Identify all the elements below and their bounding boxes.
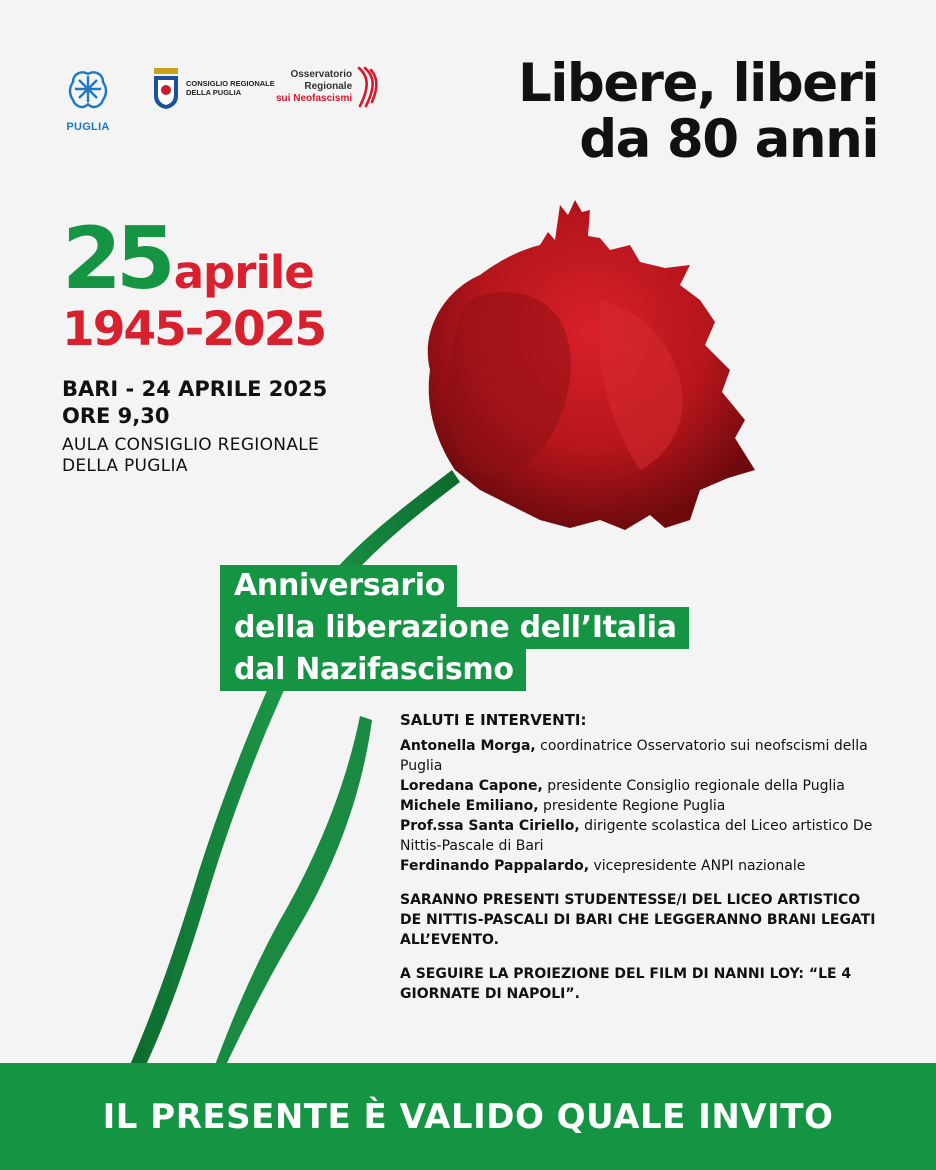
date-day: 25 [62, 209, 170, 309]
consiglio-line1: CONSIGLIO REGIONALE [186, 79, 275, 88]
speaker-role: dirigente scolastica del Liceo artistico De Nittis-Pascale di Bari [400, 818, 873, 854]
speaker-role: presidente Regione Puglia [538, 798, 726, 814]
speaker-role: coordinatrice Osservatorio sui neofscismi della Puglia [400, 738, 868, 774]
banner-line2: della liberazione dell’Italia [220, 607, 689, 649]
speaker-role: vicepresidente ANPI nazionale [589, 858, 806, 874]
speaker-item [400, 816, 878, 856]
speaker-name: Loredana Capone, [400, 778, 543, 794]
speaker-name: Michele Emiliano, [400, 798, 539, 814]
speakers-header: SALUTI E INTERVENTI: [400, 711, 587, 729]
film-notice: A SEGUIRE LA PROIEZIONE DEL FILM DI NANNI LOY: “LE 4 GIORNATE DI NAPOLI”. [400, 966, 852, 1002]
osservatorio-line2: Regionale [304, 81, 353, 92]
headline [517, 53, 878, 170]
event-time: ORE 9,30 [62, 404, 170, 428]
consiglio-regionale-logo [152, 66, 275, 110]
date-block [62, 209, 314, 309]
speakers-section [400, 710, 878, 1004]
speaker-name: Prof.ssa Santa Ciriello, [400, 818, 580, 834]
event-city-date: BARI - 24 APRILE 2025 [62, 377, 328, 401]
speaker-name: Ferdinando Pappalardo, [400, 858, 590, 874]
students-notice: SARANNO PRESENTI STUDENTESSE/I DEL LICEO ARTISTICO DE NITTIS-PASCALI DI BARI CHE LEGGERANNO BRANI LEGATI ALL’EVENTO. [400, 892, 876, 948]
banner-line1: Anniversario [220, 565, 457, 607]
speaker-item [400, 736, 878, 776]
event-venue-line2: DELLA PUGLIA [62, 456, 188, 476]
speaker-role: presidente Consiglio regionale della Puglia [542, 778, 845, 794]
regional-coat-of-arms-icon [152, 66, 180, 110]
banner-line3: dal Nazifascismo [220, 649, 526, 691]
headline-line2: da 80 anni [579, 109, 878, 170]
date-month: aprile [173, 246, 314, 299]
date-years: 1945-2025 [62, 302, 326, 357]
puglia-logo [56, 66, 120, 133]
headline-line1: Libere, liberi [517, 53, 878, 114]
red-flame-mark-icon [356, 66, 378, 108]
footer-text: IL PRESENTE È VALIDO QUALE INVITO [102, 1096, 834, 1137]
puglia-logo-label: PUGLIA [66, 121, 110, 133]
speaker-item [400, 796, 878, 816]
speaker-item [400, 776, 878, 796]
osservatorio-line1: Osservatorio [290, 69, 353, 80]
consiglio-line2: DELLA PUGLIA [186, 88, 242, 97]
invitation-footer [0, 1063, 936, 1170]
osservatorio-logo [276, 66, 378, 108]
puglia-knot-logo-icon [65, 66, 111, 112]
speaker-item [400, 856, 878, 876]
osservatorio-line3: sui Neofascismi [276, 93, 353, 104]
speaker-name: Antonella Morga, [400, 738, 536, 754]
event-details [62, 376, 327, 477]
event-venue-line1: AULA CONSIGLIO REGIONALE [62, 435, 320, 455]
anniversary-banner [220, 565, 689, 691]
